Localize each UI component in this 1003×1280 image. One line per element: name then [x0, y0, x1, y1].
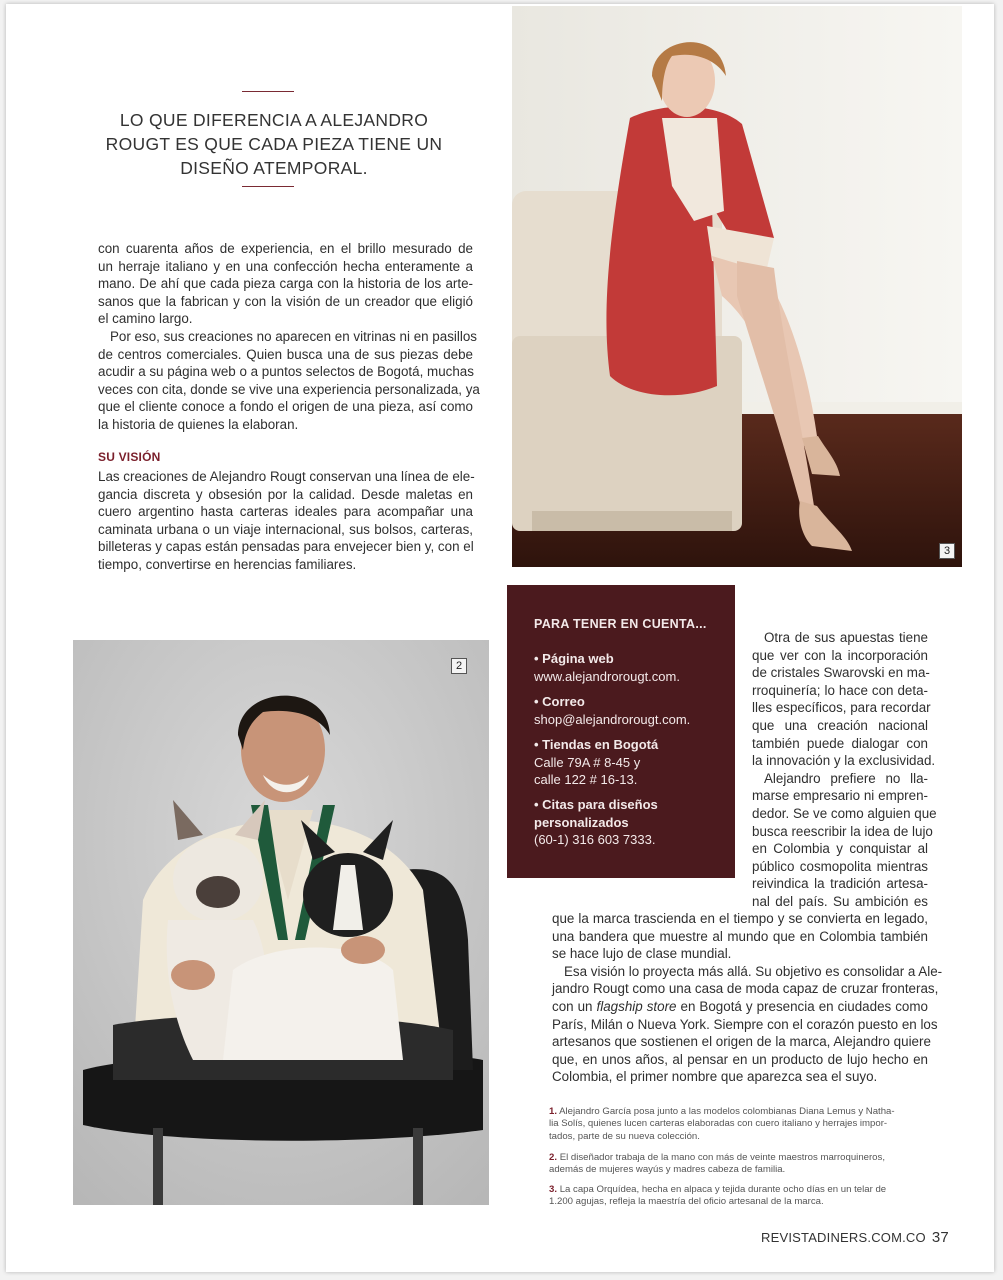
text-line: reivindica la tradición artesa- — [752, 876, 928, 892]
text-line: que el cliente conoce a fondo el origen de una pieza, así como — [98, 399, 473, 415]
text-line: de cristales Swarovski en ma- — [752, 665, 930, 681]
text-line: acudir a su página web o a puntos selectos de Bogotá, muchas — [98, 364, 474, 380]
caption-line: además de mujeres wayús y madres cabeza de familia. — [549, 1164, 786, 1176]
caption-line: lia Solís, quienes lucen carteras elaboradas con cuero italiano y herrajes impor- — [549, 1118, 888, 1130]
store-address: Calle 79A # 8-45 y — [534, 754, 641, 770]
sidebar-item-email — [534, 693, 690, 728]
caption-line: 1.200 agujas, refleja la maestría del oficio artesanal de la marca. — [549, 1196, 824, 1208]
text-span: en Bogotá y presencia en ciudades como — [676, 998, 928, 1014]
caption-text: El diseñador trabaja de la mano con más de veinte maestros marroquineros, — [559, 1152, 885, 1163]
photo-number-badge: 2 — [451, 658, 467, 674]
text-line: Por eso, sus creaciones no aparecen en vitrinas ni en pasillos — [110, 328, 477, 344]
pull-quote-line: DISEÑO ATEMPORAL. — [180, 158, 368, 178]
photo-number-badge: 3 — [939, 543, 955, 559]
quote-rule-bottom — [242, 186, 294, 187]
text-line: veces con cita, donde se vive una experiencia personalizada, ya — [98, 381, 480, 397]
sidebar-item-label: • Correo — [534, 694, 585, 709]
text-line: Otra de sus apuestas tiene — [764, 630, 928, 645]
photo-man-illustration — [73, 640, 489, 1205]
text-line: tiempo, convertirse en herencias familiares. — [98, 556, 357, 572]
text-line: París, Milán o Nueva York. Siempre con el corazón puesto en los — [552, 1016, 938, 1032]
caption-line — [549, 1152, 921, 1164]
quote-rule-top — [242, 91, 294, 92]
photo-man-with-dogs — [73, 640, 489, 1205]
pull-quote-line: ROUGT ES QUE CADA PIEZA TIENE UN — [105, 134, 443, 154]
text-line: nal del país. Su ambición es — [752, 893, 928, 909]
caption-line: tados, parte de su nueva colección. — [549, 1130, 700, 1142]
photo-woman-red-cape — [512, 6, 962, 567]
text-line: lles específicos, para recordar — [752, 700, 931, 716]
text-line: se hace lujo de clase mundial. — [552, 946, 732, 962]
text-line: público cosmopolita mientras — [752, 858, 928, 874]
phone-number: (60-1) 316 603 7333. — [534, 832, 656, 847]
text-line: gancia discreta y obsesión por la calidad. Desde maletas en — [98, 486, 473, 502]
sidebar-title: PARA TENER EN CUENTA... — [534, 617, 707, 631]
text-line: un herraje italiano y en una confección hecha enteramente a — [98, 258, 473, 274]
email-link[interactable]: shop@alejandrorougt.com. — [534, 711, 691, 727]
caption-number: 1. — [549, 1106, 558, 1117]
sidebar-item-label: • Citas para diseños — [534, 797, 658, 812]
text-line: el camino largo. — [98, 311, 193, 327]
pull-quote-line: LO QUE DIFERENCIA A ALEJANDRO — [119, 110, 429, 130]
caption-line — [549, 1106, 921, 1118]
text-line: que la marca trascienda en el tiempo y se convierta en legado, — [552, 911, 928, 926]
text-line: Colombia, el primer nombre que aparezca sea el suyo. — [552, 1069, 878, 1085]
text-line: rroquinería; lo hace con deta- — [752, 682, 928, 698]
text-line: billeteras y capas están pensadas para envejecer bien y, con el — [98, 539, 474, 555]
caption-line — [549, 1184, 921, 1196]
text-line: la innovación y la exclusividad. — [752, 753, 936, 769]
text-line: Alejandro prefiere no lla- — [764, 770, 928, 786]
right-wide-text — [552, 910, 943, 1086]
text-line: busca reescribir la idea de lujo — [752, 823, 933, 839]
store-address: calle 122 # 16-13. — [534, 772, 638, 787]
website-link[interactable]: www.alejandrorougt.com. — [534, 668, 680, 684]
right-narrow-text — [752, 629, 937, 911]
caption-text: Alejandro García posa junto a las modelos colombianas Diana Lemus y Natha- — [559, 1106, 895, 1117]
page-number: 37 — [931, 1229, 949, 1246]
caption-text: La capa Orquídea, hecha en alpaca y tejida durante ocho días en un telar de — [559, 1184, 887, 1195]
flagship-term: flagship store — [596, 998, 677, 1014]
text-line: sanos que la fabrican y con la visión de un creador que eligió — [98, 293, 473, 309]
sidebar-item-label: personalizados — [534, 814, 629, 830]
sidebar-item-label: • Tiendas en Bogotá — [534, 737, 659, 752]
left-column-text-2 — [98, 468, 473, 574]
magazine-page — [6, 4, 994, 1272]
caption-2 — [549, 1152, 921, 1177]
page-footer — [761, 1229, 949, 1246]
text-line: con cuarenta años de experiencia, en el brillo mesurado de — [98, 241, 473, 256]
section-subhead: SU VISIÓN — [98, 450, 161, 464]
caption-number: 2. — [549, 1152, 558, 1163]
text-line: de centros comerciales. Quien busca una de sus piezas debe — [98, 346, 473, 362]
text-line: la historia de quienes la elaboran. — [98, 416, 299, 432]
pull-quote — [104, 108, 444, 180]
text-line: dedor. Se ve como alguien que — [752, 805, 937, 821]
text-line: cuero argentino hasta carteras ideales para acompañar una — [98, 504, 473, 520]
footer-site[interactable]: REVISTADINERS.COM.CO — [761, 1230, 926, 1245]
text-span: con un — [552, 998, 597, 1014]
left-column-text — [98, 240, 480, 434]
text-line: mano. De ahí que cada pieza carga con la historia de los arte- — [98, 276, 473, 292]
text-line: marse empresario ni empren- — [752, 788, 928, 804]
info-sidebar — [507, 585, 735, 878]
sidebar-item-web — [534, 650, 680, 685]
caption-1 — [549, 1106, 921, 1143]
photo-woman-illustration — [512, 6, 962, 567]
text-line: Las creaciones de Alejandro Rougt conservan una línea de ele- — [98, 469, 475, 484]
sidebar-item-stores — [534, 736, 658, 789]
text-line: artesanos que sostienen el origen de la marca, Alejandro quiere — [552, 1034, 931, 1050]
text-line: que una creación nacional — [752, 717, 928, 733]
sidebar-item-appointments — [534, 796, 658, 849]
text-line: jandro Rougt como una casa de moda capaz de cruzar fronteras, — [552, 981, 939, 997]
text-line: que ver con la incorporación — [752, 647, 928, 663]
sidebar-item-label: • Página web — [534, 651, 614, 666]
text-line: caminata urbana o un viaje internacional, sus bolsos, carteras, — [98, 521, 473, 537]
text-line: Esa visión lo proyecta más allá. Su objetivo es consolidar a Ale- — [564, 963, 943, 979]
text-line flagship-line — [552, 998, 928, 1016]
text-line: que, en unos años, al pensar en un producto de lujo hecho en — [552, 1051, 928, 1067]
text-line: en Colombia y conquistar al — [752, 841, 928, 857]
caption-3 — [549, 1184, 921, 1209]
text-line: una bandera que muestre al mundo que en Colombia también — [552, 928, 928, 944]
text-line: también puede dialogar con — [752, 735, 928, 751]
caption-number: 3. — [549, 1184, 558, 1195]
